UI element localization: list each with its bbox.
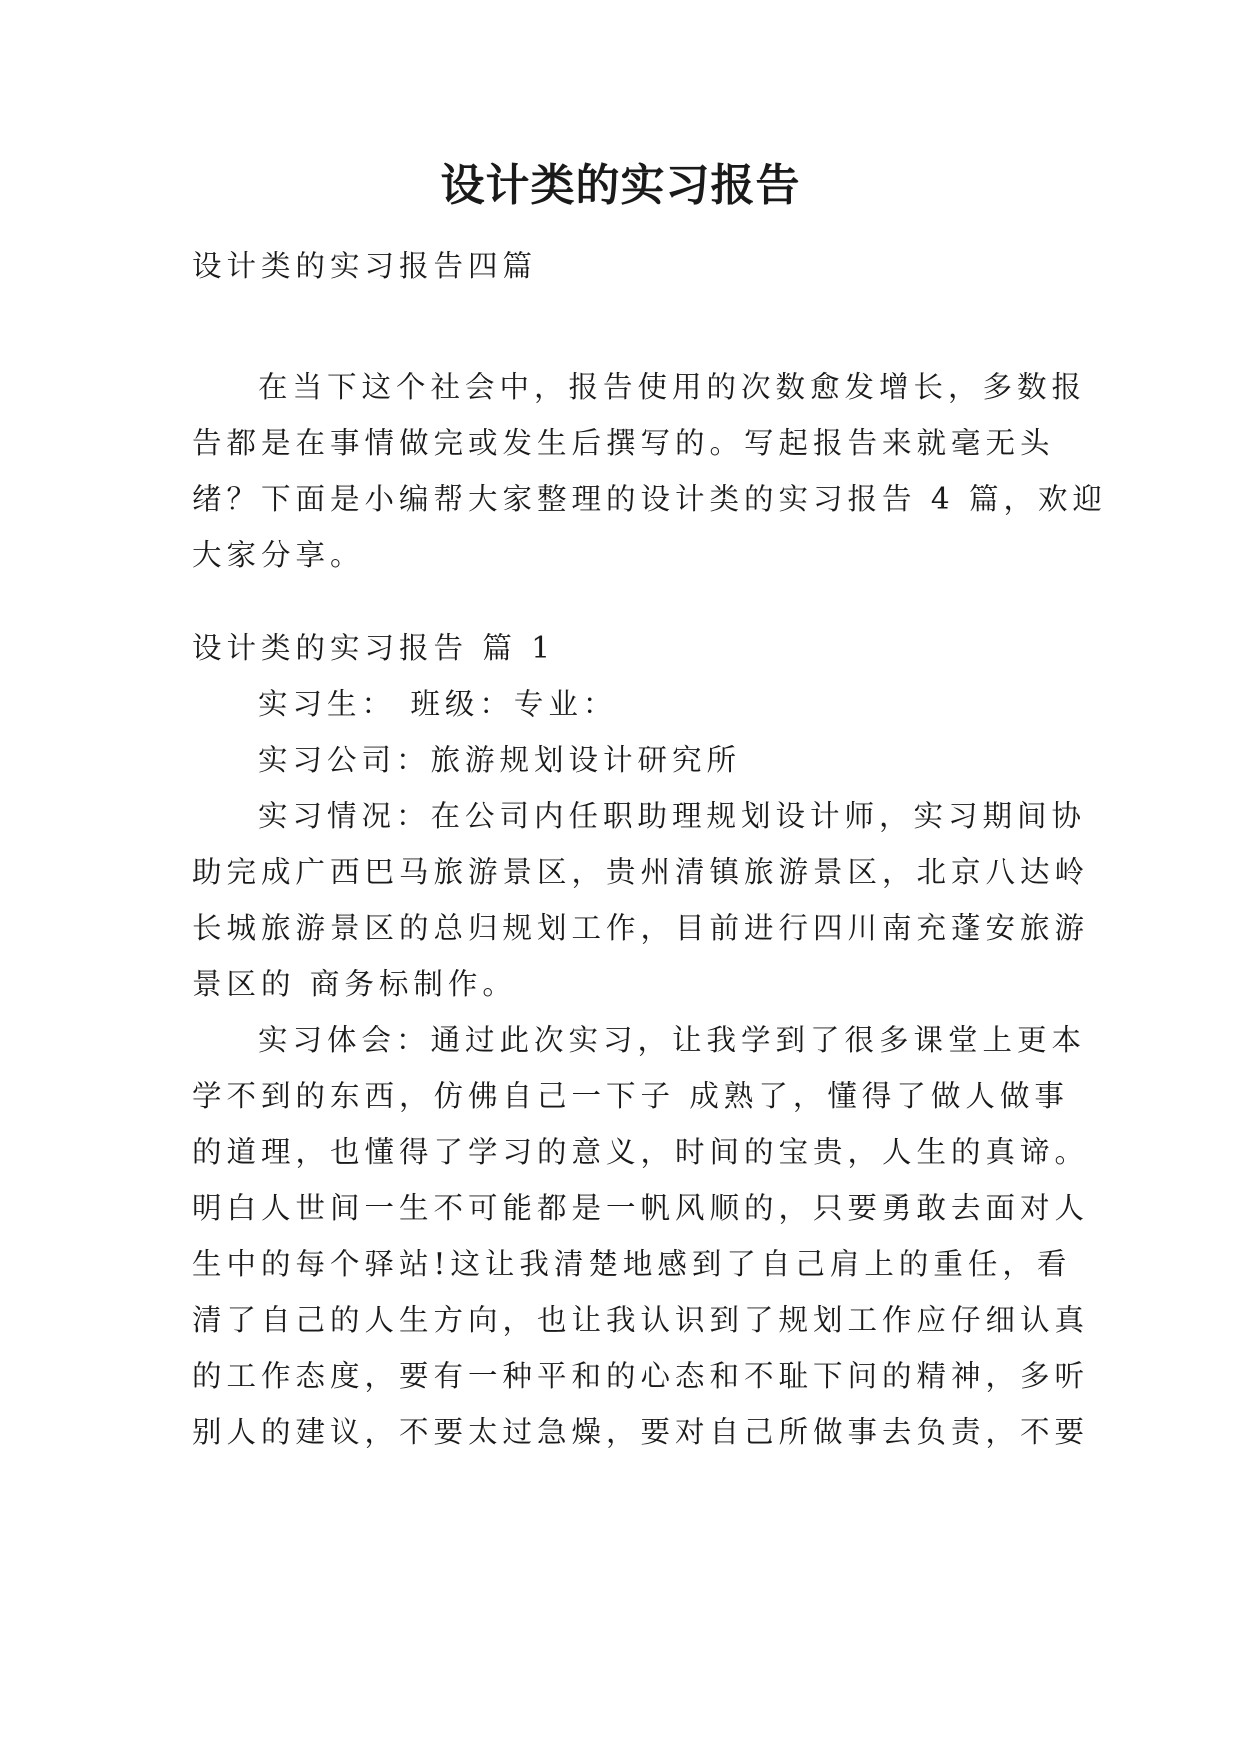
document-subtitle: 设计类的实习报告四篇 bbox=[192, 249, 538, 283]
situation-line: 景区的 商务标制作。 bbox=[192, 967, 517, 1001]
subtitle-block bbox=[192, 238, 1072, 294]
info-line-company: 实习公司：旅游规划设计研究所 bbox=[258, 743, 742, 777]
section-1 bbox=[192, 620, 1090, 1460]
info-line-intern: 实习生： 班级：专业： bbox=[258, 687, 618, 721]
intro-line: 在当下这个社会中，报告使用的次数愈发增长，多数报 bbox=[258, 370, 1087, 404]
document-title: 设计类的实习报告 bbox=[440, 160, 801, 211]
experience-line: 生中的每个驿站!这让我清楚地感到了自己肩上的重任，看 bbox=[192, 1247, 1072, 1281]
experience-line: 明白人世间一生不可能都是一帆风顺的，只要勇敢去面对人 bbox=[192, 1191, 1090, 1225]
experience-line: 的工作态度，要有一种平和的心态和不耻下问的精神，多听 bbox=[192, 1359, 1090, 1393]
experience-line: 实习体会：通过此次实习，让我学到了很多课堂上更本 bbox=[258, 1023, 1087, 1057]
intro-paragraph bbox=[192, 359, 1108, 583]
experience-line: 学不到的东西，仿佛自己一下子 成熟了，懂得了做人做事 bbox=[192, 1079, 1069, 1113]
intro-line: 告都是在事情做完或发生后撰写的。写起报告来就毫无头 bbox=[192, 426, 1055, 460]
intro-line: 大家分享。 bbox=[192, 538, 365, 572]
situation-line: 助完成广西巴马旅游景区，贵州清镇旅游景区，北京八达岭 bbox=[192, 855, 1090, 889]
experience-line: 的道理，也懂得了学习的意义，时间的宝贵，人生的真谛。 bbox=[192, 1135, 1090, 1169]
experience-line: 清了自己的人生方向，也让我认识到了规划工作应仔细认真 bbox=[192, 1303, 1090, 1337]
section-heading: 设计类的实习报告 篇 1 bbox=[192, 631, 556, 665]
situation-line: 长城旅游景区的总归规划工作，目前进行四川南充蓬安旅游 bbox=[192, 911, 1090, 945]
experience-line: 别人的建议，不要太过急燥，要对自己所做事去负责，不要 bbox=[192, 1415, 1090, 1449]
intro-line: 绪？下面是小编帮大家整理的设计类的实习报告 4 篇，欢迎 bbox=[192, 482, 1108, 516]
situation-line: 实习情况：在公司内任职助理规划设计师，实习期间协 bbox=[258, 799, 1087, 833]
